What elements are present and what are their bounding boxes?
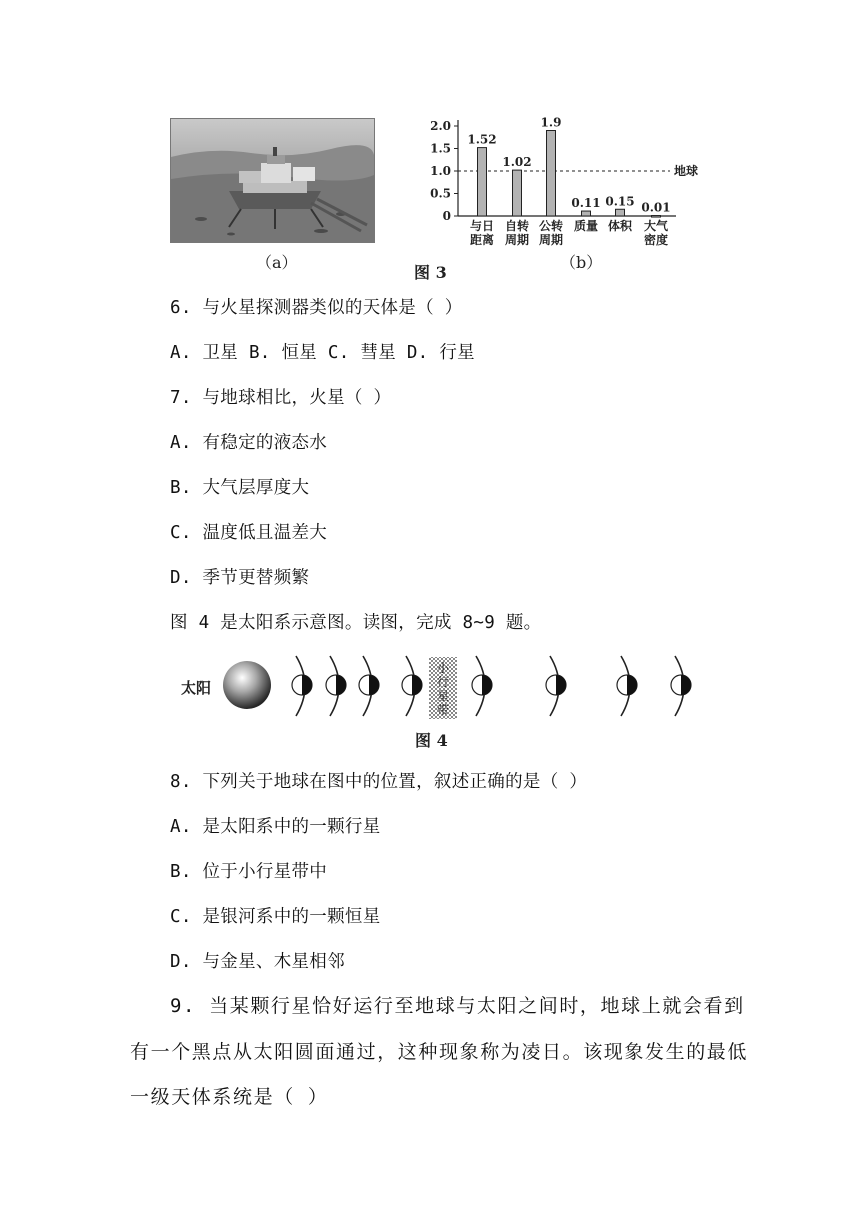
bar-value-label: 0.11 xyxy=(571,196,601,211)
figure4-caption: 图 4 xyxy=(415,731,448,750)
bar xyxy=(652,216,661,218)
planet-shadow xyxy=(336,675,346,695)
category-label: 与日 xyxy=(469,219,495,233)
q8-option-b: B. 位于小行星带中 xyxy=(170,862,328,882)
planet-shadow xyxy=(412,675,422,695)
bar xyxy=(513,170,522,216)
figure4-intro: 图 4 是太阳系示意图。读图，完成 8~9 题。 xyxy=(170,613,542,633)
category-label: 公转 xyxy=(538,219,564,233)
svg-text:行: 行 xyxy=(436,675,450,689)
chart-label: （b） xyxy=(560,253,603,272)
q8-option-c: C. 是银河系中的一颗恒星 xyxy=(170,907,381,927)
q6-stem: 6. 与火星探测器类似的天体是（ ） xyxy=(170,298,463,318)
sun-icon xyxy=(223,661,271,709)
y-tick-label: 0 xyxy=(442,209,451,223)
photo-label: （a） xyxy=(256,253,298,272)
category-label: 周期 xyxy=(538,233,564,247)
bar-value-label: 0.15 xyxy=(605,194,635,209)
planet-shadow xyxy=(302,675,312,695)
lander-illustration xyxy=(171,119,374,242)
mars-lander-photo xyxy=(170,118,375,243)
q8-stem: 8. 下列关于地球在图中的位置，叙述正确的是（ ） xyxy=(170,772,588,792)
q7-option-d: D. 季节更替频繁 xyxy=(170,568,310,588)
y-tick-label: 2.0 xyxy=(430,119,451,133)
svg-text:星: 星 xyxy=(436,689,450,703)
q7-option-c: C. 温度低且温差大 xyxy=(170,523,328,543)
q8-option-d: D. 与金星、木星相邻 xyxy=(170,952,345,972)
bar-value-label: 1.52 xyxy=(467,132,497,147)
sun-label: 太阳 xyxy=(181,679,212,697)
category-label: 质量 xyxy=(573,219,599,233)
y-tick-label: 0.5 xyxy=(430,186,451,201)
bar-value-label: 0.01 xyxy=(641,200,671,215)
bar xyxy=(478,148,487,216)
planet-shadow xyxy=(482,675,492,695)
q6-options: A. 卫星 B. 恒星 C. 彗星 D. 行星 xyxy=(170,343,475,363)
bar xyxy=(582,211,591,216)
q9-line-1: 9. 当某颗行星恰好运行至地球与太阳之间时，地球上就会看到 xyxy=(170,995,745,1017)
mars-earth-bar-chart xyxy=(418,112,718,252)
planet-shadow xyxy=(369,675,379,695)
category-label: 密度 xyxy=(643,233,669,247)
planet-shadow xyxy=(556,675,566,695)
planet-shadow xyxy=(627,675,637,695)
earth-reference-label: 地球 xyxy=(674,164,699,178)
q9-line-2: 有一个黑点从太阳圆面通过，这种现象称为凌日。该现象发生的最低 xyxy=(130,1041,749,1063)
y-tick-label: 1.0 xyxy=(430,164,451,178)
bar xyxy=(616,209,625,216)
category-label: 自转 xyxy=(504,219,530,233)
planet-shadow xyxy=(681,675,691,695)
category-label: 周期 xyxy=(504,233,530,247)
q7-option-a: A. 有稳定的液态水 xyxy=(170,433,328,453)
category-label: 体积 xyxy=(607,219,633,233)
q7-option-b: B. 大气层厚度大 xyxy=(170,478,310,498)
q9-line-3: 一级天体系统是（ ） xyxy=(130,1086,329,1108)
q7-stem: 7. 与地球相比，火星（ ） xyxy=(170,388,392,408)
svg-text:带: 带 xyxy=(436,703,450,717)
bar-value-label: 1.9 xyxy=(540,115,562,130)
bar xyxy=(547,131,556,217)
y-tick-label: 1.5 xyxy=(430,141,451,156)
figure3-caption: 图 3 xyxy=(414,263,447,282)
svg-text:小: 小 xyxy=(436,661,450,675)
category-label: 大气 xyxy=(643,219,669,233)
solar-system-diagram xyxy=(175,652,695,722)
bar-value-label: 1.02 xyxy=(502,155,532,170)
q8-option-a: A. 是太阳系中的一颗行星 xyxy=(170,817,381,837)
category-label: 距离 xyxy=(469,233,495,247)
